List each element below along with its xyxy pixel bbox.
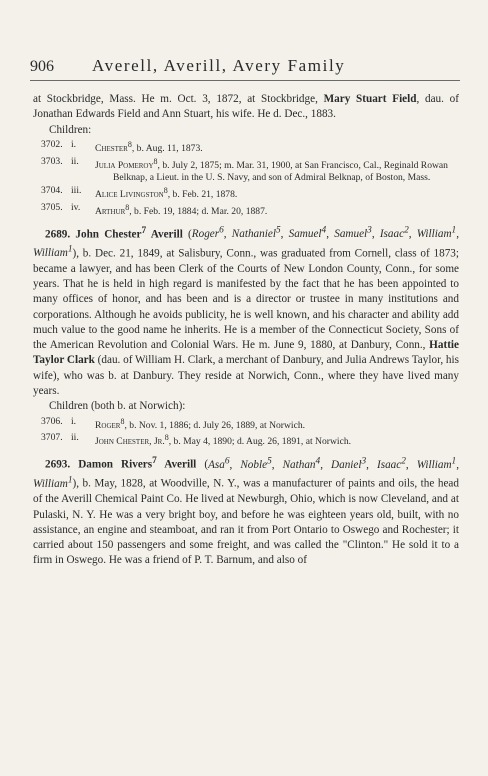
generation-number: 8	[127, 139, 132, 149]
child-entry	[33, 139, 459, 156]
child-number: 3702.	[41, 138, 63, 150]
generation-number: 4	[321, 225, 327, 236]
entry-number: 2689.	[45, 228, 71, 241]
person-name: Damon Rivers	[78, 458, 153, 471]
child-number: 3707.	[41, 432, 63, 444]
child-ordinal: i.	[71, 415, 77, 427]
spouse-name: Mary Stuart Field	[323, 93, 417, 105]
generation-number: 6	[224, 456, 230, 467]
ancestor-name: Daniel	[331, 458, 362, 471]
ancestor-name: Isaac	[379, 228, 405, 241]
generation-number: 8	[120, 416, 125, 426]
page-header	[30, 56, 458, 76]
child-name: Alice Livingston	[95, 189, 164, 201]
child-ordinal: ii.	[71, 432, 79, 444]
children-label: Children (both b. at Norwich):	[49, 400, 186, 413]
child-text	[95, 156, 459, 185]
child-details: , b. Aug. 11, 1873.	[131, 143, 203, 155]
generation-number: 3	[361, 456, 367, 467]
child-name: Chester	[95, 143, 128, 155]
entry-2689: 2689. John Chester$^7$ Averill (Roger$^6$, Nathaniel$^5$, Samuel$^4$, Samuel$^3$, Isaac$^2$, William$^1$, William$^1$), b. Dec. 21, 1849, at Salisbury, Conn., was graduated from Cornell, class of 1873; became a lawyer, and has been Clerk of the Courts of New London County, Conn., for some years. That he is held in high regard is manifested by the fact that he has been appointed to many offices of honor, and has been and is a director or trustee in many institutions and corporations. Although he avoids publicity, he is well known, and his character and ability add much value to the good name he inherits. He is a member of the Connecticut Society, Sons of the American Revolution and Colonial Wars. He m. June 9, 1880, at Danbury, Conn., Hattie Taylor Clark (dau. of William H. Clark, a merchant of Danbury, and Julia Andrews Taylor, his wife), who was b. at Danbury. They reside at Norwich, Conn., where they have lived many years.	[33, 225, 460, 398]
child-name: Arthur	[95, 206, 126, 218]
person-name: John Chester	[75, 228, 142, 241]
generation-number: 1	[67, 475, 73, 486]
generation-number: 2	[401, 456, 406, 467]
children-list	[33, 139, 459, 219]
child-text	[95, 202, 459, 219]
child-number: 3704.	[41, 185, 63, 197]
child-details: , b. Nov. 1, 1886; d. July 26, 1889, at Norwich.	[124, 419, 306, 431]
child-details: , b. Feb. 19, 1884; d. Mar. 20, 1887.	[129, 206, 268, 218]
generation-number: 8	[153, 156, 158, 166]
child-name: Julia Pomeroy	[95, 159, 154, 171]
child-entry	[33, 416, 459, 433]
child-entry	[33, 202, 459, 219]
child-number: 3703.	[41, 155, 63, 167]
generation-number: 8	[163, 186, 168, 196]
entry-2693: 2693. Damon Rivers$^7$ Averill (Asa$^6$, Noble$^5$, Nathan$^4$, Daniel$^3$, Isaac$^2$, William$^1$, William$^1$), b. May, 1828, at Woodville, N. Y., was a manufacturer of paints and oils, the head of the Averill Chemical Paint Co. He lived at Newburgh, Ohio, which is now Cleveland, and at Pulaski, N. Y. He was a very bright boy, and before he was eighteen years old, built, with no assistance, an engine and steamboat, and ran it from Port Ontario to Oswego and Rochester; it carried about 150 passengers and some freight, and was called the "Clinton." He sold it to a firm in Oswego. He was a friend of P. T. Barnum, and also of	[33, 456, 459, 567]
generation-number: 5	[267, 456, 272, 467]
child-details: , b. May 4, 1890; d. Aug. 26, 1891, at Norwich.	[168, 436, 352, 448]
child-ordinal: ii.	[71, 155, 79, 167]
child-number: 3705.	[41, 201, 63, 213]
ancestor-name: William	[416, 458, 452, 471]
ancestor-name: Nathan	[282, 458, 316, 471]
page-number: 906	[30, 58, 54, 75]
child-text	[95, 432, 459, 449]
generation-number: 4	[315, 456, 321, 467]
lineage: Roger$^6$, Nathaniel$^5$, Samuel$^4$, Samuel$^3$, Isaac$^2$, William$^1$, William$^1$	[33, 225, 460, 260]
generation-number: 8	[164, 433, 169, 443]
child-name: Roger	[95, 419, 121, 431]
entry-number: 2693.	[45, 458, 71, 471]
generation-number: 8	[125, 202, 130, 212]
child-entry	[33, 185, 459, 202]
generation-number: 1	[451, 225, 457, 236]
child-ordinal: iii.	[71, 185, 82, 197]
ancestor-name: Samuel	[288, 228, 322, 241]
child-text	[95, 185, 459, 202]
generation-number: 6	[219, 225, 224, 236]
spouse-name: Hattie Taylor Clark	[33, 339, 459, 367]
child-details: , b. July 2, 1875; m. Mar. 31, 1900, at San Francisco, Cal., Reginald Rowan Belknap, a Lieut. in the U. S. Navy, and son of Admiral Belknap, of Boston, Mass.	[113, 159, 448, 184]
child-entry	[33, 156, 459, 185]
ancestor-name: Asa	[208, 458, 225, 471]
page-body	[33, 92, 459, 569]
running-title: Averell, Averill, Avery Family	[92, 56, 346, 75]
generation-number: 1	[67, 244, 73, 255]
lineage: Asa$^6$, Noble$^5$, Nathan$^4$, Daniel$^3$, Isaac$^2$, William$^1$, William$^1$	[33, 456, 459, 490]
generation-number: 3	[367, 225, 372, 236]
generation-number: 1	[451, 456, 457, 467]
child-entry	[33, 432, 459, 449]
child-ordinal: iv.	[71, 201, 81, 213]
header-rule	[30, 80, 460, 81]
child-ordinal: i.	[71, 138, 77, 150]
ancestor-name: William	[416, 228, 452, 241]
ancestor-name: Isaac	[376, 458, 402, 471]
children-list	[33, 416, 459, 450]
ancestor-name: William	[33, 247, 68, 260]
intro-paragraph: at Stockbridge, Mass. He m. Oct. 3, 1872, at Stockbridge, Mary Stuart Field, dau. of Jonathan Edwards Field and Ann Stuart, his wife. He d. Dec., 1883.	[33, 93, 459, 121]
generation-number: 2	[404, 225, 409, 236]
generation-number: 5	[275, 225, 281, 236]
ancestor-name: Nathaniel	[231, 228, 276, 241]
child-text	[95, 416, 459, 433]
ancestor-name: Samuel	[334, 228, 368, 241]
child-details: , b. Feb. 21, 1878.	[167, 189, 238, 201]
children-label: Children:	[49, 123, 92, 136]
ancestor-name: William	[33, 477, 68, 490]
ancestor-name: Noble	[240, 458, 268, 471]
child-name: John Chester, Jr.	[95, 436, 165, 448]
child-text	[95, 139, 459, 156]
child-number: 3706.	[41, 415, 63, 427]
ancestor-name: Roger	[191, 228, 220, 241]
